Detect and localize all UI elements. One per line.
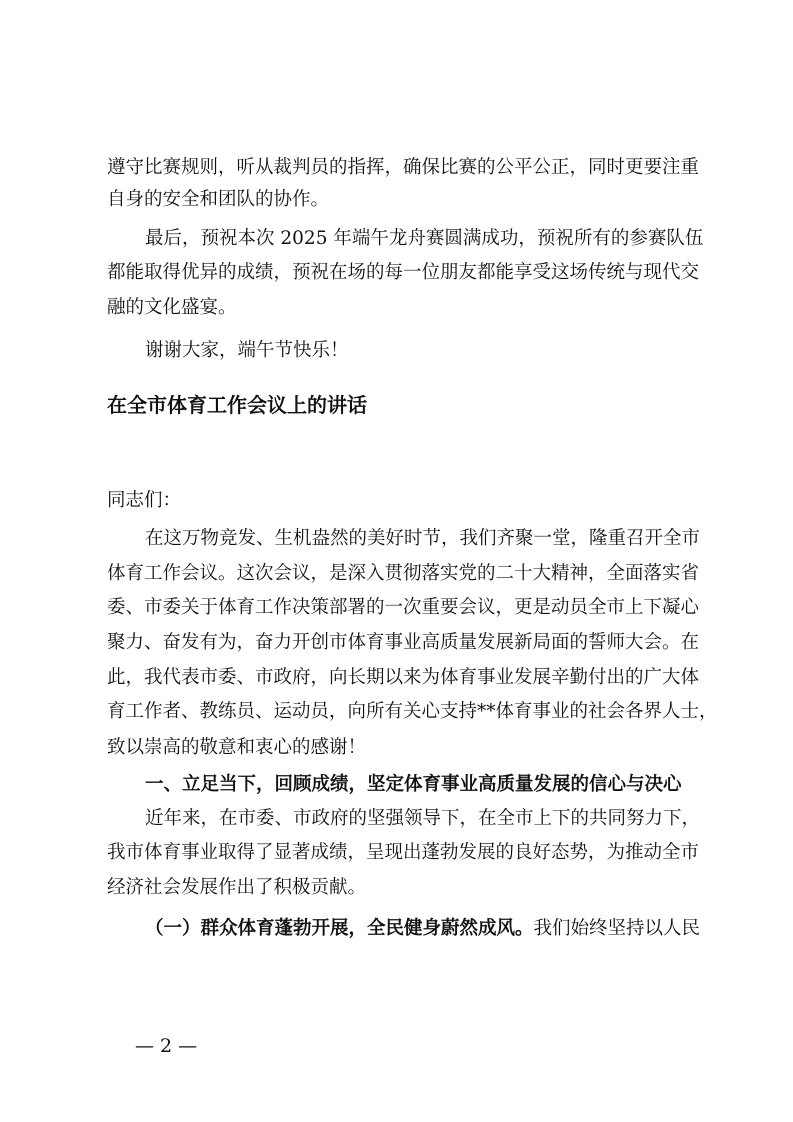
paragraph-line: 委、市委关于体育工作决策部署的一次重要会议，更是动员全市上下凝心 bbox=[107, 597, 700, 618]
subsection-line bbox=[145, 917, 700, 941]
paragraph-line: 融的文化盛宴。 bbox=[107, 297, 237, 318]
page-number: — 2 — bbox=[135, 1035, 198, 1057]
paragraph-line: 都能取得优异的成绩，预祝在场的每一位朋友都能享受这场传统与现代交 bbox=[107, 262, 700, 283]
paragraph-line: 近年来，在市委、市政府的坚强领导下，在全市上下的共同努力下， bbox=[145, 808, 701, 829]
paragraph-line: 致以崇高的敬意和衷心的感谢！ bbox=[107, 737, 367, 758]
paragraph-line: 我市体育事业取得了显著成绩，呈现出蓬勃发展的良好态势，为推动全市 bbox=[107, 842, 700, 863]
paragraph-line: 经济社会发展作出了积极贡献。 bbox=[107, 877, 367, 898]
paragraph-line: 遵守比赛规则，听从裁判员的指挥，确保比赛的公平公正，同时更要注重 bbox=[107, 157, 700, 178]
paragraph-line: 自身的安全和团队的协作。 bbox=[107, 189, 330, 210]
paragraph-line: 聚力、奋发有为，奋力开创市体育事业高质量发展新局面的誓师大会。在 bbox=[107, 632, 700, 653]
subsection-text: 我们始终坚持以人民 bbox=[533, 918, 701, 939]
paragraph-line: 体育工作会议。这次会议，是深入贯彻落实党的二十大精神，全面落实省 bbox=[107, 563, 700, 584]
closing-line: 谢谢大家，端午节快乐！ bbox=[145, 340, 349, 361]
salutation: 同志们： bbox=[107, 490, 182, 511]
paragraph-line: 此，我代表市委、市政府，向长期以来为体育事业发展辛勤付出的广大体 bbox=[107, 667, 700, 688]
paragraph-line: 育工作者、教练员、运动员，向所有关心支持**体育事业的社会各界人士， bbox=[107, 701, 718, 722]
section-heading: 一、立足当下，回顾成绩，坚定体育事业高质量发展的信心与决心 bbox=[145, 774, 682, 795]
paragraph-line: 最后，预祝本次 2025 年端午龙舟赛圆满成功，预祝所有的参赛队伍 bbox=[145, 228, 704, 249]
paragraph-line: 在这万物竞发、生机盎然的美好时节，我们齐聚一堂，隆重召开全市 bbox=[145, 528, 701, 549]
speech-title: 在全市体育工作会议上的讲话 bbox=[107, 393, 367, 417]
subsection-heading: （一）群众体育蓬勃开展，全民健身蔚然成风。 bbox=[145, 918, 534, 939]
